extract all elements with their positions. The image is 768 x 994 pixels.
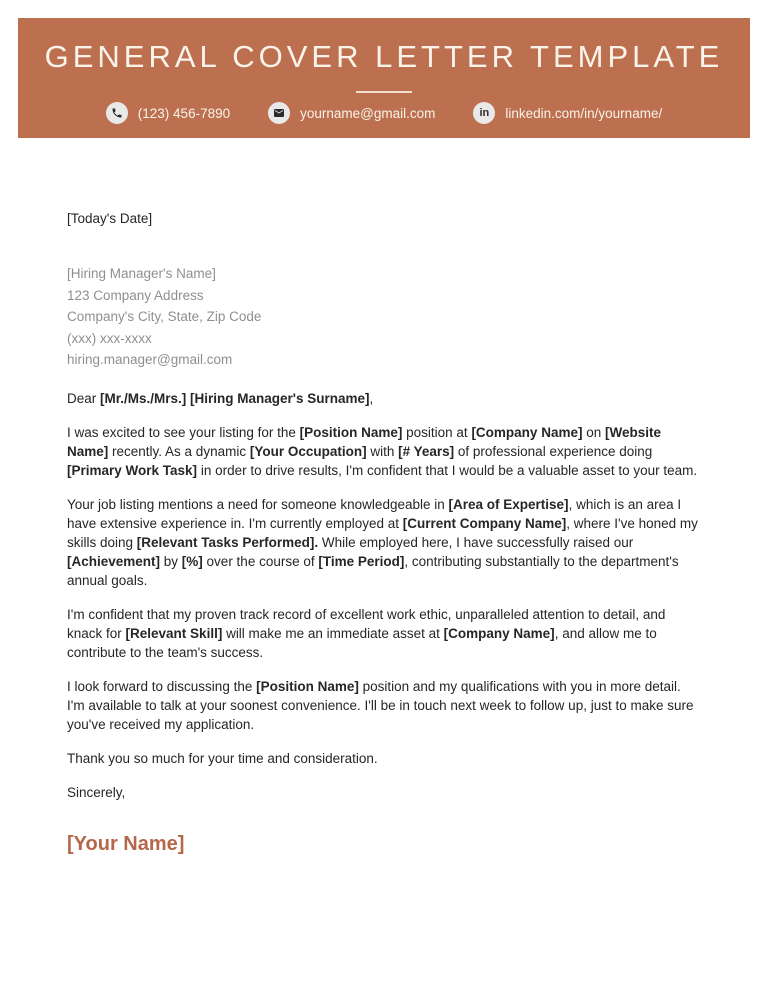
email-icon (268, 102, 290, 124)
body-paragraph-3: I'm confident that my proven track record of excellent work ethic, unparalleled attention to detail, and knack for [Relevant Skill] will make me an immediate asset at [Company Name], and allow me to contribute to the team's success. (67, 606, 666, 660)
body-paragraph-4: I look forward to discussing the [Position Name] position and my qualifications with you in more detail. I'm available to talk at your soonest convenience. I'll be in touch next week to follow up, just to make sure you've received my application. (67, 678, 694, 732)
date-line: [Today's Date] (67, 211, 153, 226)
phone-contact (106, 102, 230, 124)
email-contact (268, 102, 435, 124)
recipient-name: [Hiring Manager's Name] (67, 266, 216, 281)
page-title: GENERAL COVER LETTER TEMPLATE (44, 39, 724, 74)
header-banner (18, 18, 750, 138)
contact-row (18, 102, 750, 124)
signature-name: [Your Name] (67, 832, 185, 855)
thanks-line: Thank you so much for your time and consideration. (67, 750, 378, 766)
linkedin-icon: in (473, 102, 495, 124)
linkedin-contact (473, 102, 662, 124)
phone-icon (106, 102, 128, 124)
email-address[interactable]: yourname@gmail.com (300, 105, 436, 121)
body-paragraph-1: I was excited to see your listing for the [Position Name] position at [Company Name] on [Website Name] recently. As a dynamic [Your Occupation] with [# Years] of professional experience doing [Primary Work Task] in order to drive results, I'm confident that I would be a valuable asset to your team. (67, 424, 698, 478)
phone-number: (123) 456-7890 (137, 105, 231, 121)
recipient-block (67, 263, 702, 371)
title-divider (356, 91, 412, 93)
recipient-city-state-zip: Company's City, State, Zip Code (67, 309, 262, 324)
recipient-phone: (xxx) xxx-xxxx (67, 330, 152, 346)
letter-body (67, 138, 702, 854)
linkedin-url[interactable]: linkedin.com/in/yourname/ (505, 105, 663, 121)
salutation-line: Dear [Mr./Ms./Mrs.] [Hiring Manager's Surname], (67, 390, 374, 406)
body-paragraph-2: Your job listing mentions a need for someone knowledgeable in [Area of Expertise], which is an area I have extensive experience in. I'm currently employed at [Current Company Name], where I've honed my skills doing [Relevant Tasks Performed]. While employed here, I have successfully raised our [Achievement] by [%] over the course of [Time Period], contributing substantially to the department's annual goals. (67, 496, 698, 588)
recipient-address: 123 Company Address (67, 287, 204, 303)
recipient-email: hiring.manager@gmail.com (67, 352, 233, 367)
signoff-line: Sincerely, (67, 784, 126, 800)
